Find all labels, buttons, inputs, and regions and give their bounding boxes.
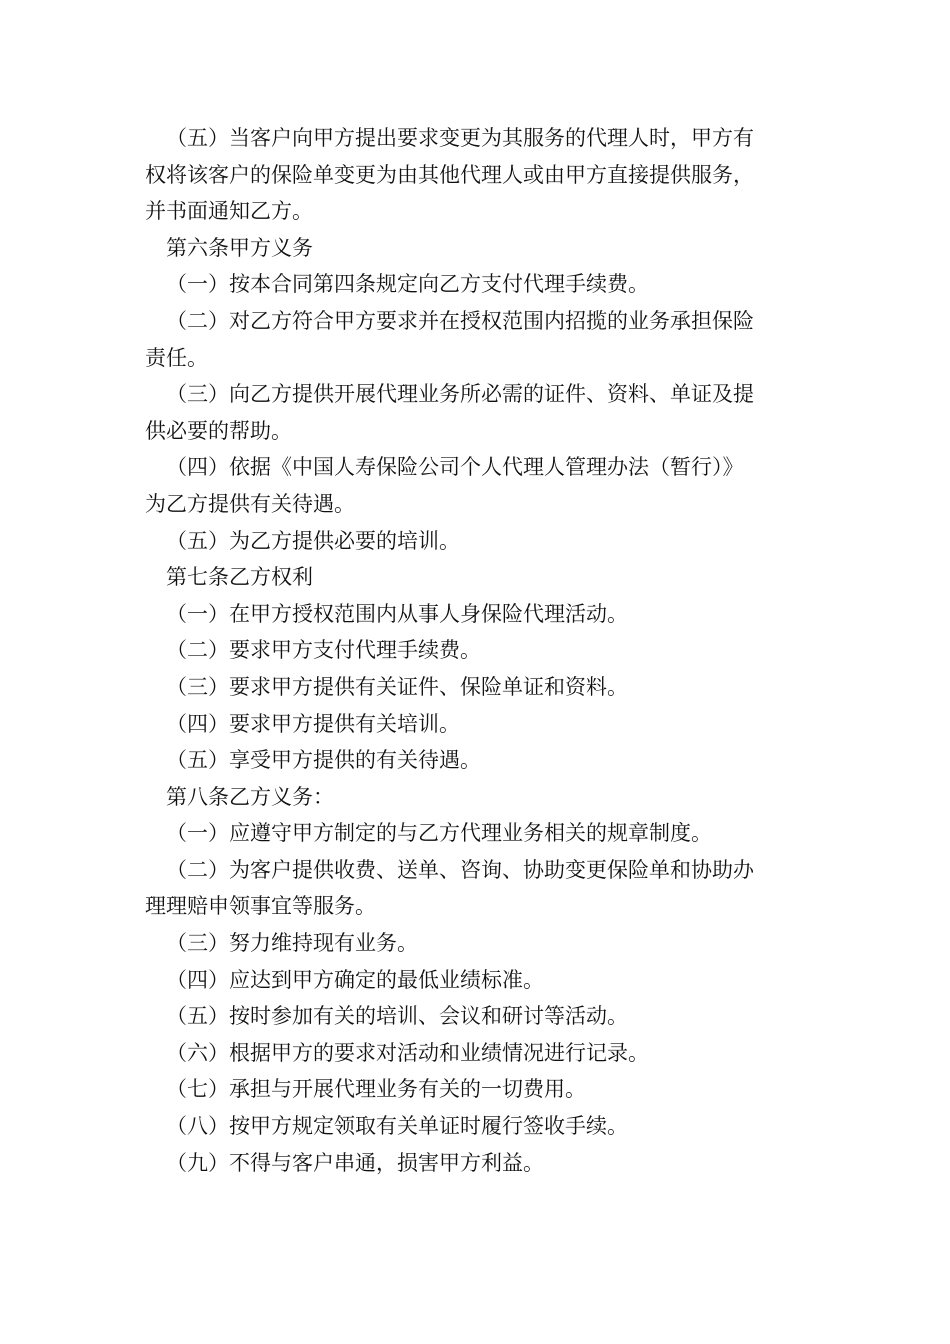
document-line: 第七条乙方权利	[166, 565, 313, 590]
document-line: （五）为乙方提供必要的培训。	[166, 528, 460, 553]
document-line: 权将该客户的保险单变更为由其他代理人或由甲方直接提供服务，	[145, 162, 754, 187]
document-line: （五）享受甲方提供的有关待遇。	[166, 748, 481, 773]
document-line: （二）对乙方符合甲方要求并在授权范围内招揽的业务承担保险	[166, 308, 754, 333]
document-line: 为乙方提供有关待遇。	[145, 491, 355, 516]
document-line: （二）为客户提供收费、送单、咨询、协助变更保险单和协助办	[166, 857, 754, 882]
document-line: （八）按甲方规定领取有关单证时履行签收手续。	[166, 1114, 628, 1139]
document-line: （五）当客户向甲方提出要求变更为其服务的代理人时，甲方有	[166, 126, 754, 150]
document-line: （四）依据《中国人寿保险公司个人代理人管理办法（暂行）》	[166, 455, 744, 480]
document-line: （三）向乙方提供开展代理业务所必需的证件、资料、单证及提	[166, 382, 754, 407]
document-line: （九）不得与客户串通，损害甲方利益。	[166, 1150, 544, 1175]
document-line: （七）承担与开展代理业务有关的一切费用。	[166, 1077, 586, 1102]
document-line: （三）努力维持现有业务。	[166, 931, 418, 956]
document-line: （一）在甲方授权范围内从事人身保险代理活动。	[166, 601, 628, 626]
document-line: （四）应达到甲方确定的最低业绩标准。	[166, 967, 544, 992]
document-line: （六）根据甲方的要求对活动和业绩情况进行记录。	[166, 1040, 649, 1065]
document-line: （四）要求甲方提供有关培训。	[166, 711, 460, 736]
document-line: 第八条乙方义务：	[166, 784, 334, 809]
document-line: 理理赔申领事宜等服务。	[145, 894, 376, 919]
document-line: （五）按时参加有关的培训、会议和研讨等活动。	[166, 1004, 628, 1029]
document-line: 第六条甲方义务	[166, 235, 313, 260]
document-line: 责任。	[145, 345, 208, 370]
document-line: （二）要求甲方支付代理手续费。	[166, 638, 481, 663]
document-line: （一）应遵守甲方制定的与乙方代理业务相关的规章制度。	[166, 821, 712, 846]
document-page	[145, 120, 815, 1181]
document-line: 供必要的帮助。	[145, 418, 292, 443]
document-line: 并书面通知乙方。	[145, 199, 313, 224]
document-line: （一）按本合同第四条规定向乙方支付代理手续费。	[166, 272, 649, 297]
document-line: （三）要求甲方提供有关证件、保险单证和资料。	[166, 674, 628, 699]
